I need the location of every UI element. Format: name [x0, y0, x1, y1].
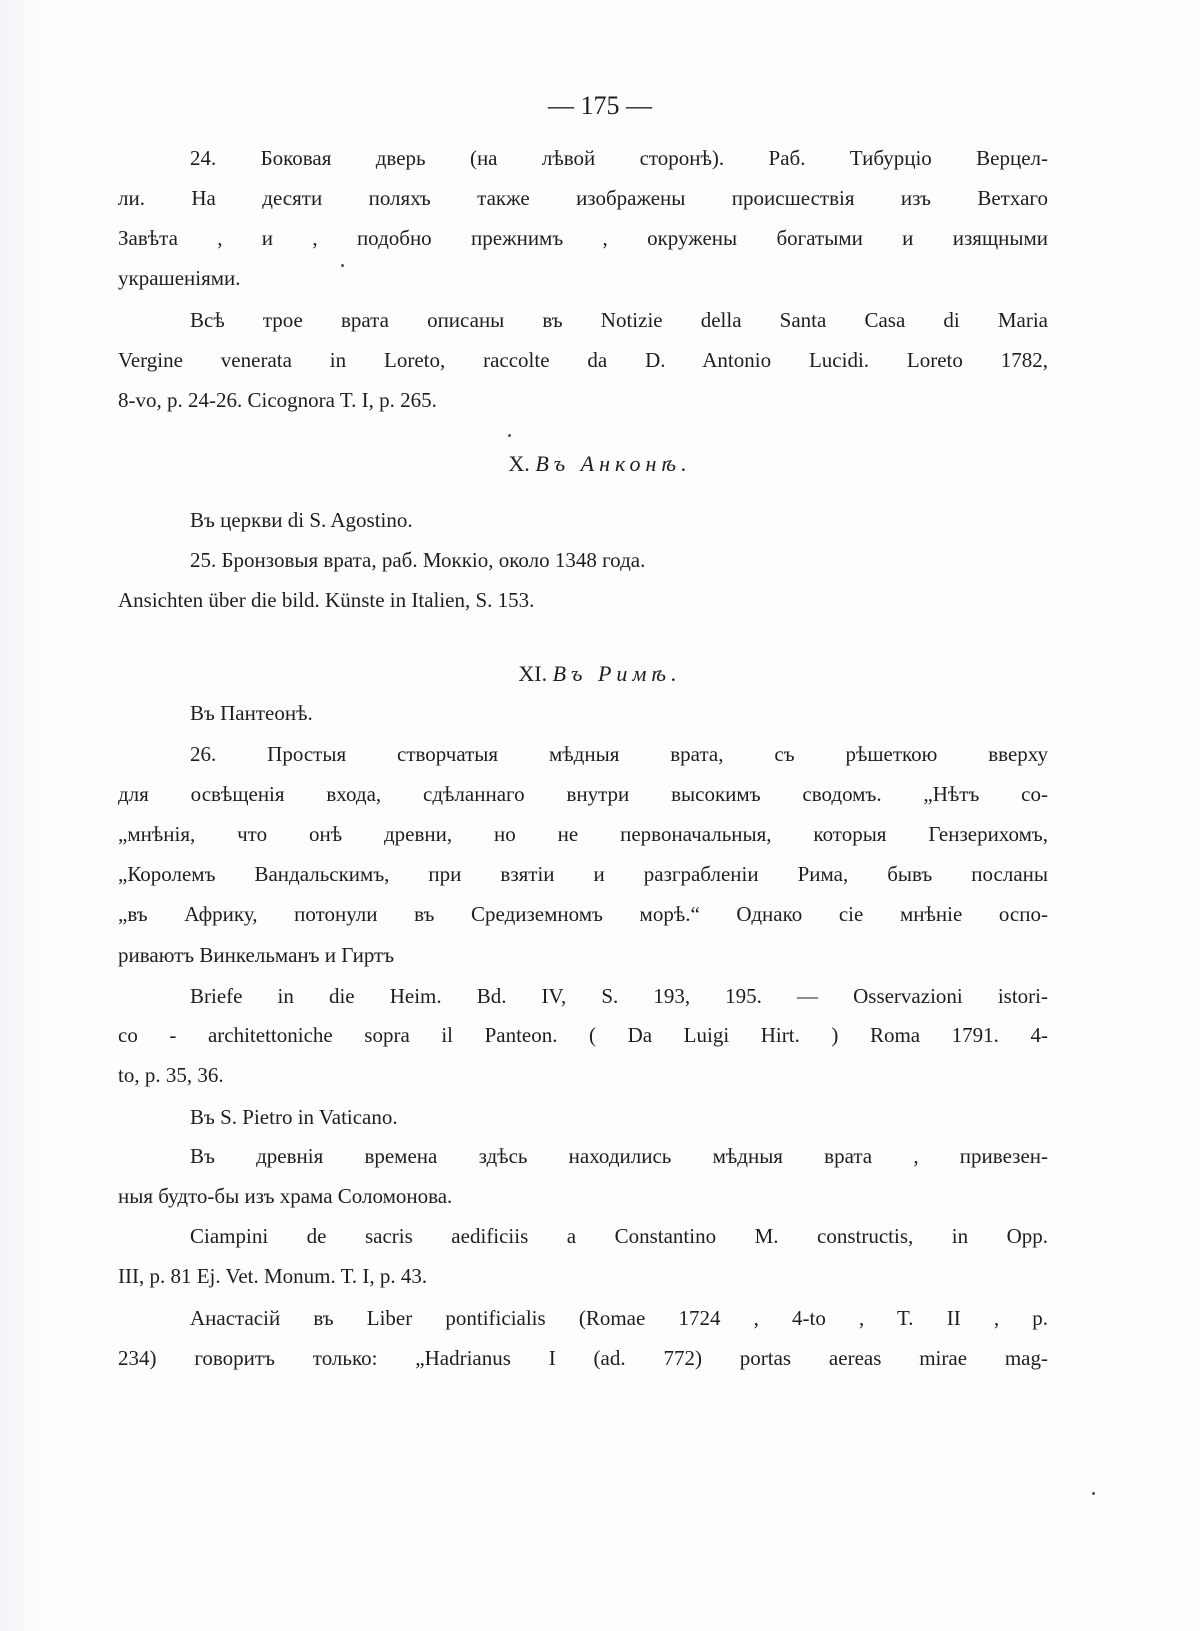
scan-speck — [508, 434, 511, 437]
section-heading-x — [0, 449, 1200, 479]
text-line: ныя будто-бы изъ храма Соломонова. — [118, 1184, 453, 1208]
section-heading-xi — [0, 659, 1200, 689]
text-line: Въ Пантеонѣ. — [190, 701, 313, 725]
heading-title: Въ Анконѣ. — [535, 451, 692, 476]
text-line: „мнѣнія, что онѣ древни, но не первоначальныя, которыя Гензерихомъ, — [118, 822, 1048, 846]
text-line: Vergine venerata in Loreto, raccolte da D. Antonio Lucidi. Loreto 1782, — [118, 348, 1048, 372]
text-line: Въ S. Pietro in Vaticano. — [190, 1105, 398, 1129]
heading-title: Въ Римѣ. — [552, 661, 682, 686]
page-edge-shadow — [0, 0, 40, 1631]
text-line: Ansichten über die bild. Künste in Italien, S. 153. — [118, 588, 535, 612]
heading-numeral: XI. — [518, 661, 548, 686]
text-line: 25. Бронзовыя врата, раб. Моккіо, около 1348 года. — [190, 548, 646, 572]
text-line: Анастасій въ Liber pontificialis (Romae 1724 , 4-to , T. II , p. — [190, 1306, 1048, 1330]
scan-speck — [341, 264, 344, 267]
text-line: ли. На десяти поляхъ также изображены происшествія изъ Ветхаго — [118, 186, 1048, 210]
scan-speck — [1092, 1492, 1095, 1495]
text-line: „въ Африку, потонули въ Средиземномъ морѣ.“ Однако сіе мнѣніе оспо- — [118, 902, 1048, 926]
text-line: III, p. 81 Ej. Vet. Monum. T. I, p. 43. — [118, 1264, 428, 1288]
text-line: Въ церкви di S. Agostino. — [190, 508, 413, 532]
text-line: 8-vo, p. 24-26. Cicognora T. I, p. 265. — [118, 388, 437, 412]
heading-numeral: X. — [508, 451, 530, 476]
text-line: риваютъ Винкельманъ и Гиртъ — [118, 943, 395, 967]
text-line: 234) говоритъ только: „Hadrianus I (ad. 772) portas aereas mirae mag- — [118, 1346, 1048, 1370]
text-line: 26. Простыя створчатыя мѣдныя врата, съ рѣшеткою вверху — [190, 742, 1048, 766]
text-line: Briefe in die Heim. Bd. IV, S. 193, 195. — Osservazioni istori- — [190, 984, 1048, 1008]
text-line: для освѣщенія входа, сдѣланнаго внутри высокимъ сводомъ. „Нѣтъ со- — [118, 782, 1048, 806]
text-line: to, p. 35, 36. — [118, 1063, 224, 1087]
text-line: Ciampini de sacris aedificiis a Constantino M. constructis, in Opp. — [190, 1224, 1048, 1248]
page-number: — 175 — — [548, 91, 652, 120]
text-line: Всѣ трое врата описаны въ Notizie della Santa Casa di Maria — [190, 308, 1048, 332]
text-line: co - architettoniche sopra il Panteon. ( Da Luigi Hirt. ) Roma 1791. 4- — [118, 1023, 1048, 1047]
text-line: „Королемъ Вандальскимъ, при взятіи и разграбленіи Рима, бывъ посланы — [118, 862, 1048, 886]
text-line: 24. Боковая дверь (на лѣвой сторонѣ). Раб. Тибурціо Верцел- — [190, 146, 1048, 170]
text-line: украшеніями. — [118, 266, 241, 290]
text-line: Завѣта , и , подобно прежнимъ , окружены богатыми и изящными — [118, 226, 1048, 250]
text-line: Въ древнія времена здѣсь находились мѣдныя врата , привезен- — [190, 1144, 1048, 1168]
